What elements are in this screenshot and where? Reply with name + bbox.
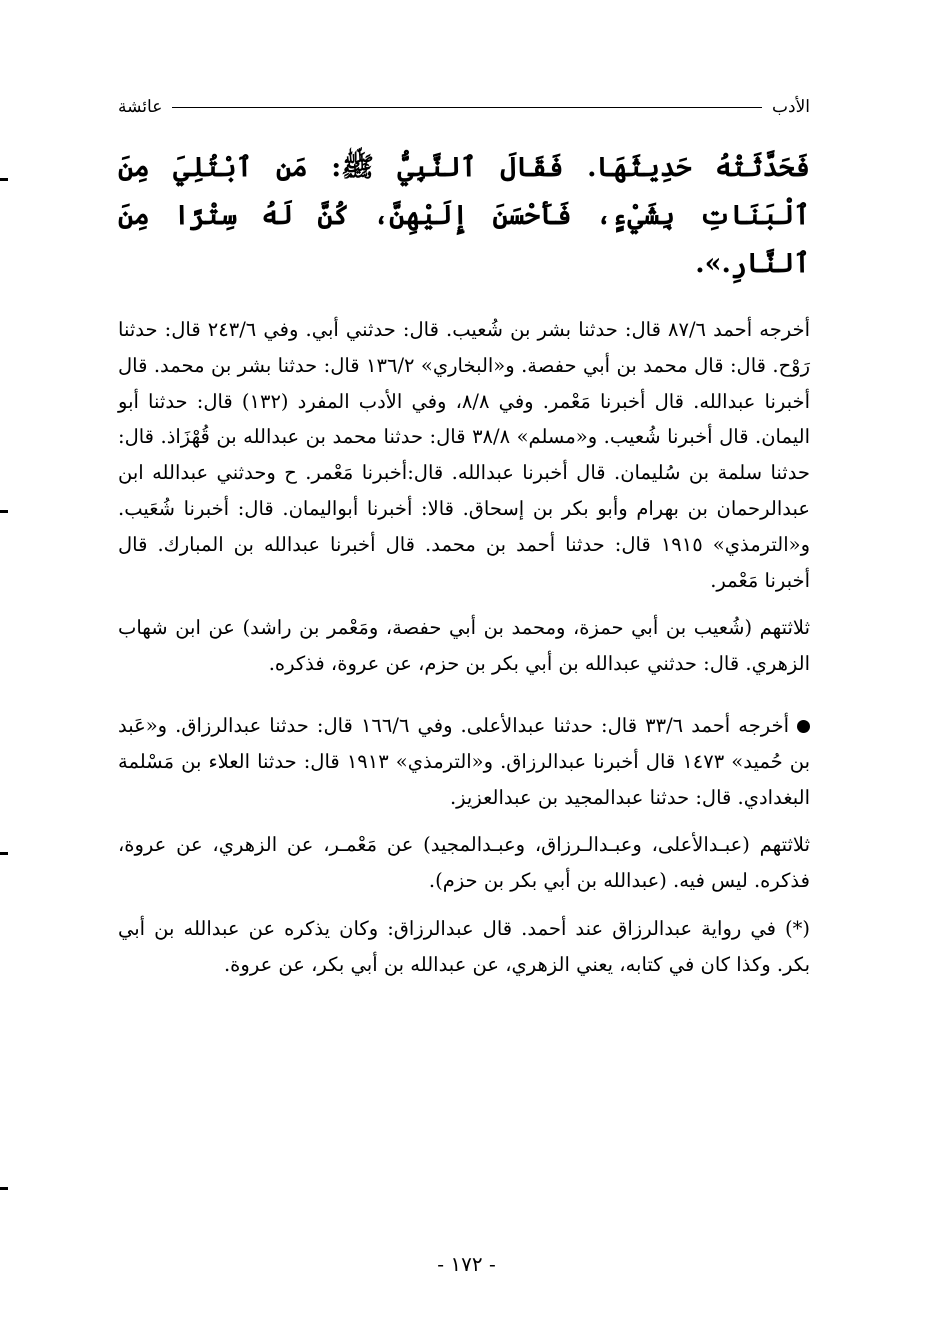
takhrij-paragraph-1: أخرجه أحمد ٨٧/٦ قال: حدثنا بشر بن شُعيب. قال: حدثني أبي. وفي ٢٤٣/٦ قال: حدثنا رَوْح. قال: قال محمد بن أبي حفصة. و«البخاري» ١٣٦/٢ قال: حدثنا بشر بن محمد. قال أخبرنا عبدالله. قال أخبرنا مَعْمر. وفي ٨/٨، وفي الأدب المفرد (١٣٢) قال: حدثنا أبو اليمان. قال أخبرنا شُعيب. و«مسلم» ٣٨/٨ قال: حدثنا محمد بن عبدالله بن قُهْزَاذ. قال: حدثنا سلمة بن سُليمان. قال أخبرنا عبدالله. قال:أخبرنا مَعْمر. ح وحدثني عبدالله ابن عبدالرحمان بن بهرام وأبو بكر بن إسحاق. قالا: أخبرنا أبواليمان. قال: أخبرنا شُعَيب. و«الترمذي» ١٩١٥ قال: حدثنا أحمد بن محمد. قال أخبرنا عبدالله بن المبارك. قال أخبرنا مَعْمر. bbox=[118, 318, 811, 592]
takhrij-paragraph-3 bbox=[118, 708, 810, 815]
hadith-text: فَحَدَّثَتْهُ حَدِيثَهَا. فَقَالَ ٱلنَّبِيُّ ﷺ: مَنِ ٱبْتُلِيَ مِنَ ٱلْبَنَاتِ بِشَيْءٍ، فَأَحْسَنَ إِلَيْهِنَّ، كُنَّ لَهُ سِتْرًا مِنَ ٱلنَّارِ.». bbox=[118, 152, 810, 279]
takhrij-paragraph-2: ثلاثتهم (شُعيب بن أبي حمزة، ومحمد بن أبي حفصة، ومَعْمر بن راشد) عن ابن شهاب الزهري. قال: حدثني عبدالله بن أبي بكر بن حزم، عن عروة، فذكره. bbox=[118, 616, 810, 676]
page-body bbox=[118, 92, 810, 995]
header-narrator: عائشة bbox=[118, 97, 163, 117]
takhrij-paragraph-3-text: أخرجه أحمد ٣٣/٦ قال: حدثنا عبدالأعلى. وفي ١٦٦/٦ قال: حدثنا عبدالرزاق. و«عَبد بن حُميد» ١٤٧٣ قال أخبرنا عبدالرزاق. و«الترمذي» ١٩١٣ قال: حدثنا العلاء بن مَسْلمة البغدادي. قال: حدثنا عبدالمجيد بن عبدالعزيز. bbox=[118, 713, 811, 809]
margin-mark bbox=[0, 178, 8, 181]
running-header bbox=[118, 92, 810, 122]
margin-mark bbox=[0, 510, 8, 513]
takhrij-paragraph-4: ثلاثتهم (عبـدالأعلى، وعبـدالـرزاق، وعبـدالمجيد) عن مَعْمـر، عن الزهري، عن عروة، فذكره. ليس فيه. (عبدالله بن أبي بكر بن حزم). bbox=[118, 833, 810, 893]
page-number: - ١٧٢ - bbox=[437, 1252, 496, 1276]
margin-mark bbox=[0, 852, 8, 855]
header-chapter: الأدب bbox=[772, 97, 810, 117]
bullet-icon bbox=[797, 720, 810, 733]
margin-mark bbox=[0, 1187, 8, 1190]
footnote-paragraph: (*) في رواية عبدالرزاق عند أحمد. قال عبدالرزاق: وكان يذكره عن عبدالله بن أبي بكر. وكذا كان في كتابه، يعني الزهري، عن عبدالله بن أبي بكر، عن عروة. bbox=[118, 916, 810, 976]
header-rule bbox=[172, 107, 762, 108]
